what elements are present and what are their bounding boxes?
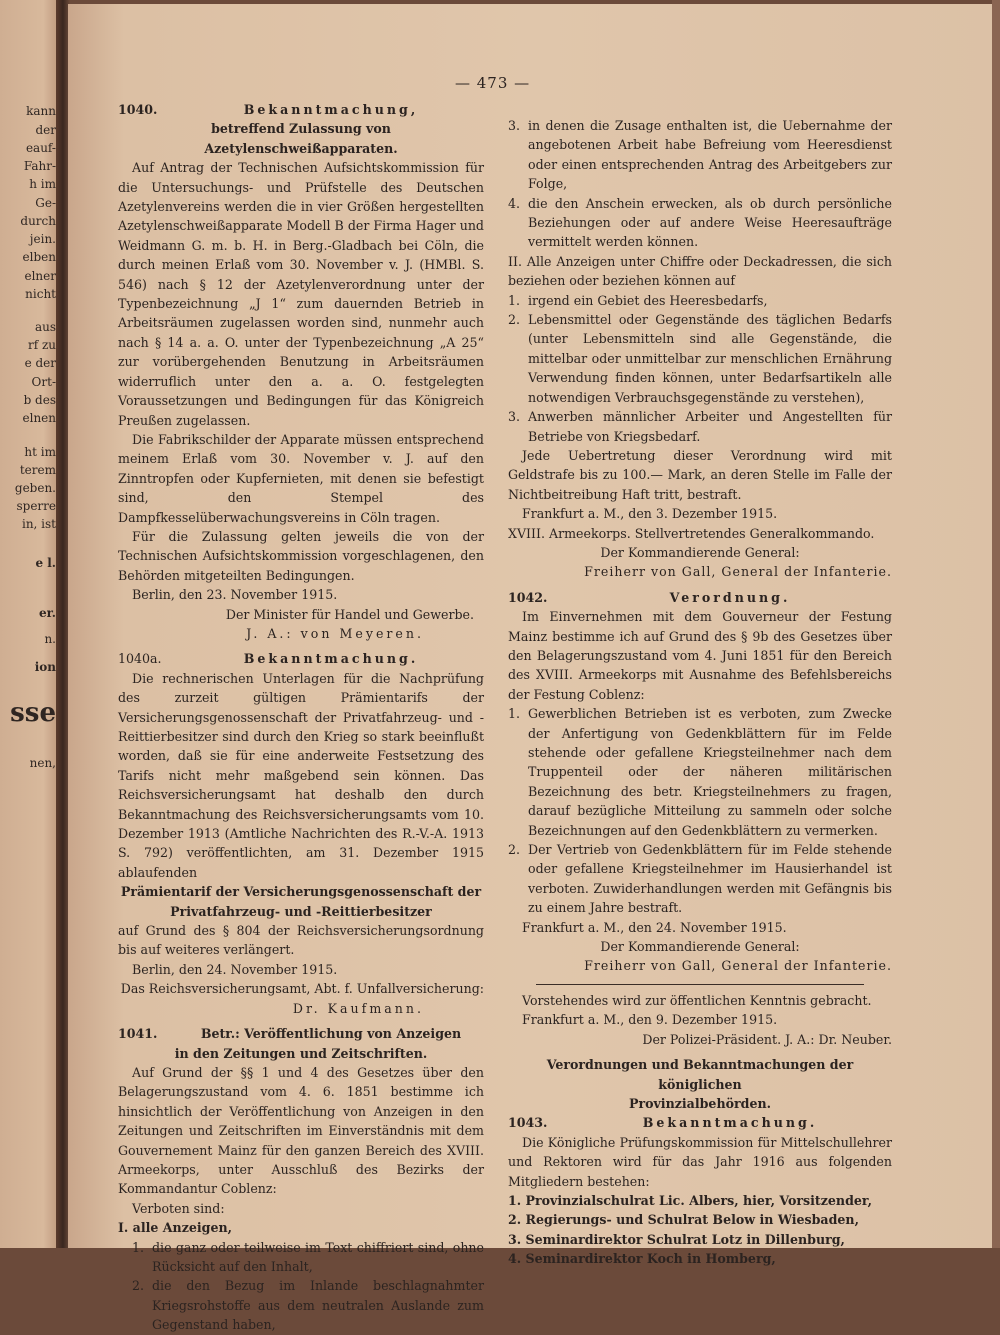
notice-1041-header [118,1024,484,1043]
notice-title: Betr.: Veröffentlichung von Anzeigen [200,1026,462,1042]
paragraph: Auf Grund der §§ 1 und 4 des Gesetzes über den Belagerungszustand vom 4. 6. 1851 bestimme ich hinsichtlich der Veröffentlichung von Anzeigen in den Zeitungen und Zeitschriften im Einverständnis mit dem Gouvernement Mainz für den ganzen Bereich des XVIII. Armeekorps, unter Ausschluß des Bezirks der Kommandantur Coblenz: [118,1064,484,1197]
signature-line: Das Reichsversicherungsamt, Abt. f. Unfallversicherung: [120,981,484,997]
paragraph: auf Grund des § 804 der Reichsversicherungsordnung bis auf weiteres verlängert. [118,923,484,958]
divider [536,984,864,985]
margin-fragment: er. [38,606,56,620]
notice-1040a-header [118,649,484,668]
tariff-heading: Prämientarif der Versicherungsgenossenschaft der [120,884,482,900]
signature-name: Freiherr von Gall, General der Infanterie. [584,564,892,580]
margin-fragment: e der [24,356,56,370]
notice-title: Bekanntmachung. [243,651,419,667]
margin-fragment: kann [26,104,56,118]
list-item: 3. in denen die Zusage enthalten ist, die Uebernahme der angebotenen Arbeit habe Befreiung vom Heeresdienst oder einen entsprechenden Antrag des Arbeitgebers zur Folge, [508,118,892,192]
margin-fragment: elben [22,250,56,264]
date-line: Berlin, den 24. November 1915. [132,961,338,977]
notice-title: Bekanntmachung, [243,102,419,117]
list-item: 2. Lebensmittel oder Gegenstände des täglichen Bedarfs (unter Lebensmitteln sind alle Gegenstände, die mittelbar oder unmittelbar zur menschlichen Ernährung Verwendung finden können, unter Bedarfsartikeln alle notwendigen Verbrauchsgegenstände zu verstehen), [508,312,892,405]
notice-number: 1041. [118,1026,158,1042]
margin-fragment: elnen [22,411,56,425]
notice-title: Verordnung. [669,589,791,605]
paragraph: Die rechnerischen Unterlagen für die Nachprüfung des zurzeit gültigen Prämientarifs der Versicherungsgenossenschaft der Privatfahrzeug- und -Reittierbesitzer sind durch den Krieg so stark beeinflußt worden, daß sie für eine anderweite Festsetzung des Tarifs nicht mehr maßgebend sein können. Das Reichsversicherungsamt hat deshalb den durch Bekanntmachung des Reichsversicherungsamts vom 10. Dezember 1913 (Amtliche Nachrichten des R.-V.-A. 1913 S. 792) veröffentlichten, am 31. Dezember 1915 ablaufenden [118,670,484,880]
margin-fragment: sse [10,698,56,728]
page-edge-right [992,0,1000,1248]
margin-fragment: durch [20,214,56,228]
section-heading: Verordnungen und Bekanntmachungen der königlichen [546,1057,854,1092]
paragraph: Im Einvernehmen mit dem Gouverneur der Festung Mainz bestimme ich auf Grund des § 9b des Gesetzes über den Belagerungszustand vom 4. Juni 1851 für den Bereich des XVIII. Armeekorps mit Ausnahme des Befehlsbereichs der Festung Coblenz: [508,609,892,702]
notice-number: 1042. [508,589,548,605]
date-line: Frankfurt a. M., den 3. Dezember 1915. [522,506,778,522]
notice-1040-header [118,100,484,119]
margin-fragment: Ge- [35,196,56,210]
list-item: 2. Der Vertrieb von Gedenkblättern für im Felde stehende oder gefallene Kriegsteilnehmer im Hausierhandel ist verboten. Zuwiderhandlungen werden mit Gefängnis bis zu einem Jahre bestraft. [508,842,892,916]
date-line: Frankfurt a. M., den 24. November 1915. [522,919,787,935]
notice-subtitle: in den Zeitungen und Zeitschriften. [174,1045,428,1061]
margin-fragment: geben. [14,481,56,495]
notice-number: 1040. [118,102,158,117]
notice-title: Bekanntmachung. [642,1115,818,1131]
signature-name: J. A.: von Meyeren. [246,625,424,641]
paragraph: Auf Antrag der Technischen Aufsichtskommission für die Untersuchungs- und Prüfstelle des Deutschen Azetylenvereins werden die in vier Größen hergestellten Azetylenschweißapparate Modell B der Firma Hager und Weidmann G. m. b. H. in Berg.-Gladbach bei Cöln, die durch meinen Erlaß vom 30. November v. J. (HMBl. S. 546) nach § 12 der Azetylenverordnung unter der Typenbezeichnung „J 1“ zum dauernden Betrieb in Arbeitsräumen zugelassen worden sind, nunmehr auch nach § 14 a. a. O. unter der Typenbezeichnung „A 25“ zur vorübergehenden Benutzung in Arbeitsräumen widerruflich unter den a. a. O. festgelegten Voraussetzungen und Bedingungen für das Königreich Preußen zugelassen. [118,160,484,428]
signature-line: XVIII. Armeekorps. Stellvertretendes Generalkommando. [508,525,875,541]
margin-fragment: nen, [29,756,56,770]
subheading: Verboten sind: [132,1200,225,1216]
paragraph: Jede Uebertretung dieser Verordnung wird mit Geldstrafe bis zu 100.— Mark, an deren Stelle im Falle der Nichtbeitreibung Haft tritt, bestraft. [508,447,892,502]
notice-number: 1040a. [118,651,162,667]
list-item: 3. Anwerben männlicher Arbeiter und Angestellten für Betriebe von Kriegsbedarf. [508,409,892,444]
margin-fragment: jein. [29,232,56,246]
member-item: 4. Seminardirektor Koch in Homberg, [508,1251,776,1267]
margin-fragment: elner [24,269,56,283]
margin-fragment: n. [44,632,56,646]
date-line: Berlin, den 23. November 1915. [132,587,338,603]
notice-number: 1043. [508,1115,548,1131]
list-item: 1. die ganz oder teilweise im Text chiffriert sind, ohne Rücksicht auf den Inhalt, [132,1239,484,1274]
margin-fragment: sperre [16,499,56,513]
list-item: 4. die den Anschein erwecken, als ob durch persönliche Beziehungen oder auf andere Weise Heeresaufträge vermittelt werden können. [508,195,892,250]
paragraph: Für die Zulassung gelten jeweils die von der Technischen Aufsichtskommission vorgeschlagenen, den Behörden mitgeteilten Bedingungen. [118,528,484,583]
member-item: 2. Regierungs- und Schulrat Below in Wiesbaden, [508,1212,859,1228]
signature-line: Der Kommandierende General: [600,544,800,560]
left-column [118,100,484,1335]
margin-fragment: Ort- [31,375,56,389]
margin-fragment: der [35,123,56,137]
margin-fragment: ht im [24,445,56,459]
margin-fragment: Fahr- [23,159,56,173]
section-heading: Provinzialbehörden. [628,1095,771,1111]
margin-fragment: nicht [25,287,56,301]
signature-name: Dr. Kaufmann. [292,1000,424,1016]
list-item: 1. Gewerblichen Betrieben ist es verboten, zum Zwecke der Anfertigung von Gedenkblättern für im Felde stehende oder gefallene Kriegsteilnehmer nach dem Truppenteil oder der näheren militärischen Bezeichnung des betr. Kriegsteilnehmers zu fragen, darauf bezügliche Mitteilung zu sammeln oder solche Bezeichnungen auf den Gedenkblättern zu vermerken. [508,706,892,838]
right-column [508,116,892,1269]
margin-fragment: h im [29,177,56,191]
margin-fragment: in, ist [21,517,56,531]
roman-item: II. Alle Anzeigen unter Chiffre oder Deckadressen, die sich beziehen oder beziehen können auf [508,253,892,289]
margin-fragment: rf zu [27,338,56,352]
page-number: — 473 — [455,74,531,92]
margin-fragment: aus [34,320,56,334]
margin-fragment: b des [23,393,56,407]
margin-fragment: eauf- [25,141,56,155]
margin-fragment: terem [19,463,56,477]
notice-1042-header [508,588,892,607]
paragraph: Die Fabrikschilder der Apparate müssen entsprechend meinem Erlaß vom 30. November v. J. auf den Zinntropfen oder Kupfernieten, mit denen sie befestigt sind, den Stempel des Dampfkesselüberwachungsvereins in Cöln tragen. [118,431,484,525]
margin-fragment: e l. [35,556,56,570]
paragraph: Die Königliche Prüfungskommission für Mittelschullehrer und Rektoren wird für das Jahr 1916 aus folgenden Mitgliedern bestehen: [508,1134,892,1189]
signature-name: Freiherr von Gall, General der Infanterie. [584,958,892,974]
tariff-heading: Privatfahrzeug- und -Reittierbesitzer [170,903,432,919]
date-line: Frankfurt a. M., den 9. Dezember 1915. [522,1012,778,1028]
roman-item: I. alle Anzeigen, [118,1220,233,1236]
notice-line: Vorstehendes wird zur öffentlichen Kenntnis gebracht. [522,992,872,1008]
notice-1043-header [508,1113,892,1132]
list-item: 2. die den Bezug im Inlande beschlagnahmter Kriegsrohstoffe aus dem neutralen Auslande zum Gegenstand haben, [132,1278,484,1333]
signature-line: Der Polizei-Präsident. J. A.: Dr. Neuber. [642,1031,892,1047]
list-item: 1. irgend ein Gebiet des Heeresbedarfs, [508,292,768,308]
member-item: 1. Provinzialschulrat Lic. Albers, hier, Vorsitzender, [508,1192,872,1208]
facing-page-edge [0,0,62,1248]
margin-fragment: ion [34,660,56,674]
notice-subtitle: betreffend Zulassung von Azetylenschweißapparaten. [204,121,398,156]
member-item: 3. Seminardirektor Schulrat Lotz in Dillenburg, [508,1231,845,1247]
signature-line: Der Kommandierende General: [600,939,800,955]
signature-line: Der Minister für Handel und Gewerbe. [225,606,474,622]
